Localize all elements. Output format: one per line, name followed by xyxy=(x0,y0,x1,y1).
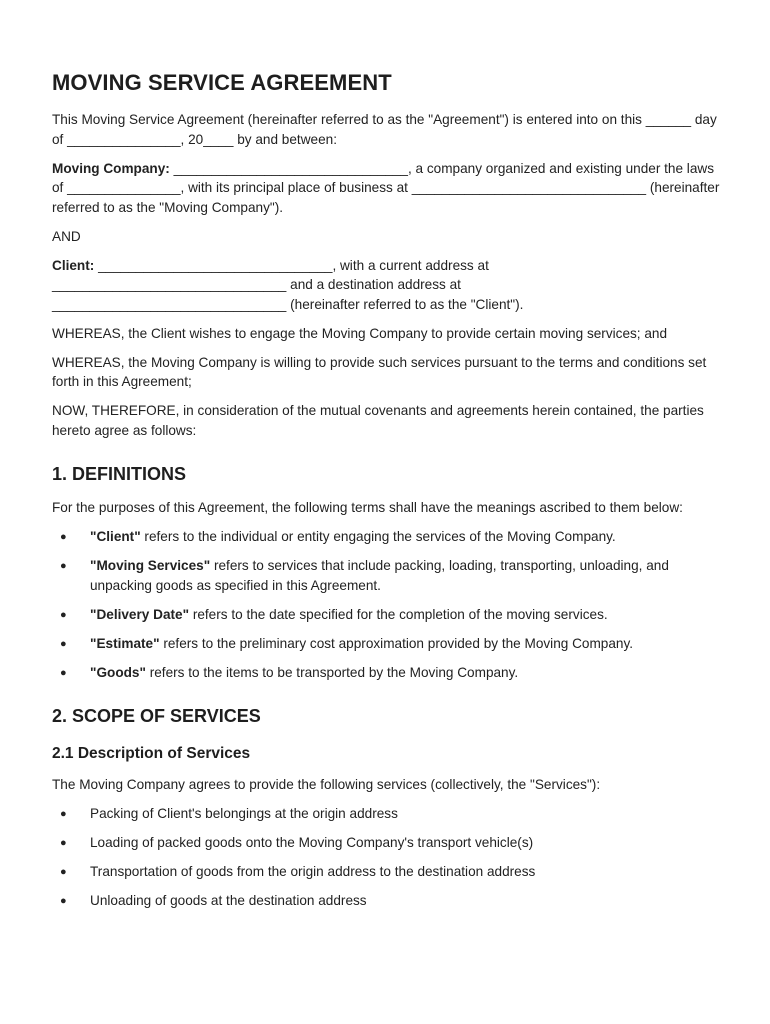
moving-company-paragraph xyxy=(52,159,720,218)
definition-text: refers to the preliminary cost approximation provided by the Moving Company. xyxy=(159,635,634,651)
list-item xyxy=(52,833,720,853)
list-item xyxy=(52,556,720,595)
client-line-1: _______________________________, with a current address at xyxy=(94,257,489,273)
bullet-icon: ● xyxy=(60,837,67,849)
list-item xyxy=(52,527,720,547)
service-text: Loading of packed goods onto the Moving Company's transport vehicle(s) xyxy=(90,835,534,850)
definition-text: refers to the individual or entity engaging the services of the Moving Company. xyxy=(140,529,616,544)
section-2-heading: 2. SCOPE OF SERVICES xyxy=(52,706,261,726)
moving-company-label: Moving Company: xyxy=(52,160,170,176)
document-title: MOVING SERVICE AGREEMENT xyxy=(52,70,392,95)
and-text: AND xyxy=(52,228,81,244)
definition-term: "Goods" xyxy=(90,664,146,680)
now-therefore-paragraph: NOW, THEREFORE, in consideration of the mutual covenants and agreements herein contained, the parties hereto agree as follows: xyxy=(52,403,704,438)
bullet-icon: ● xyxy=(60,560,67,572)
definition-text: refers to services that include packing, loading, transporting, unloading, and unpacking goods as specified in this Agreement. xyxy=(90,558,669,593)
intro-paragraph: This Moving Service Agreement (hereinafter referred to as the "Agreement") is entered into on this ______ day of _______________, 20____ by and between: xyxy=(52,112,717,147)
list-item xyxy=(52,634,720,654)
section-2-1-heading: 2.1 Description of Services xyxy=(52,745,251,762)
client-line-2: _______________________________ and a destination address at xyxy=(52,277,461,292)
definition-text: refers to the items to be transported by the Moving Company. xyxy=(145,664,519,680)
bullet-icon: ● xyxy=(60,866,67,878)
moving-company-text: _______________________________, a company organized and existing under the laws of _______________, with its principal place of business at _______________________________ (hereinafter referred to as the "Moving Company"). xyxy=(52,160,720,215)
bullet-icon: ● xyxy=(60,637,67,650)
services-intro: The Moving Company agrees to provide the following services (collectively, the "Services"): xyxy=(52,777,601,792)
service-text: Transportation of goods from the origin address to the destination address xyxy=(90,864,536,879)
bullet-icon: ● xyxy=(60,608,67,621)
bullet-icon: ● xyxy=(60,666,67,679)
whereas-paragraph-2: WHEREAS, the Moving Company is willing to provide such services pursuant to the terms and conditions set forth in this Agreement; xyxy=(52,354,707,389)
client-label: Client: xyxy=(52,257,95,273)
bullet-icon: ● xyxy=(60,531,67,543)
definition-term: "Estimate" xyxy=(90,635,160,651)
list-item xyxy=(52,804,720,824)
definition-term: "Client" xyxy=(90,529,141,544)
list-item xyxy=(52,891,720,911)
bullet-icon: ● xyxy=(60,895,67,907)
list-item xyxy=(52,862,720,882)
definition-term: "Delivery Date" xyxy=(90,606,190,622)
definition-text: refers to the date specified for the completion of the moving services. xyxy=(189,606,608,622)
list-item xyxy=(52,663,720,683)
service-text: Packing of Client's belongings at the origin address xyxy=(90,806,398,821)
definitions-list xyxy=(52,527,720,682)
document-page xyxy=(52,70,720,920)
services-list xyxy=(52,804,720,911)
service-text: Unloading of goods at the destination address xyxy=(90,893,367,908)
list-item xyxy=(52,605,720,625)
whereas-paragraph-1: WHEREAS, the Client wishes to engage the Moving Company to provide certain moving services; and xyxy=(52,325,668,341)
definition-term: "Moving Services" xyxy=(90,558,211,573)
section-1-heading: 1. DEFINITIONS xyxy=(52,464,187,484)
client-paragraph xyxy=(52,256,720,315)
bullet-icon: ● xyxy=(60,808,67,820)
client-line-3: _______________________________ (hereinafter referred to as the "Client"). xyxy=(52,296,524,312)
definitions-intro: For the purposes of this Agreement, the following terms shall have the meanings ascribed to them below: xyxy=(52,500,683,515)
